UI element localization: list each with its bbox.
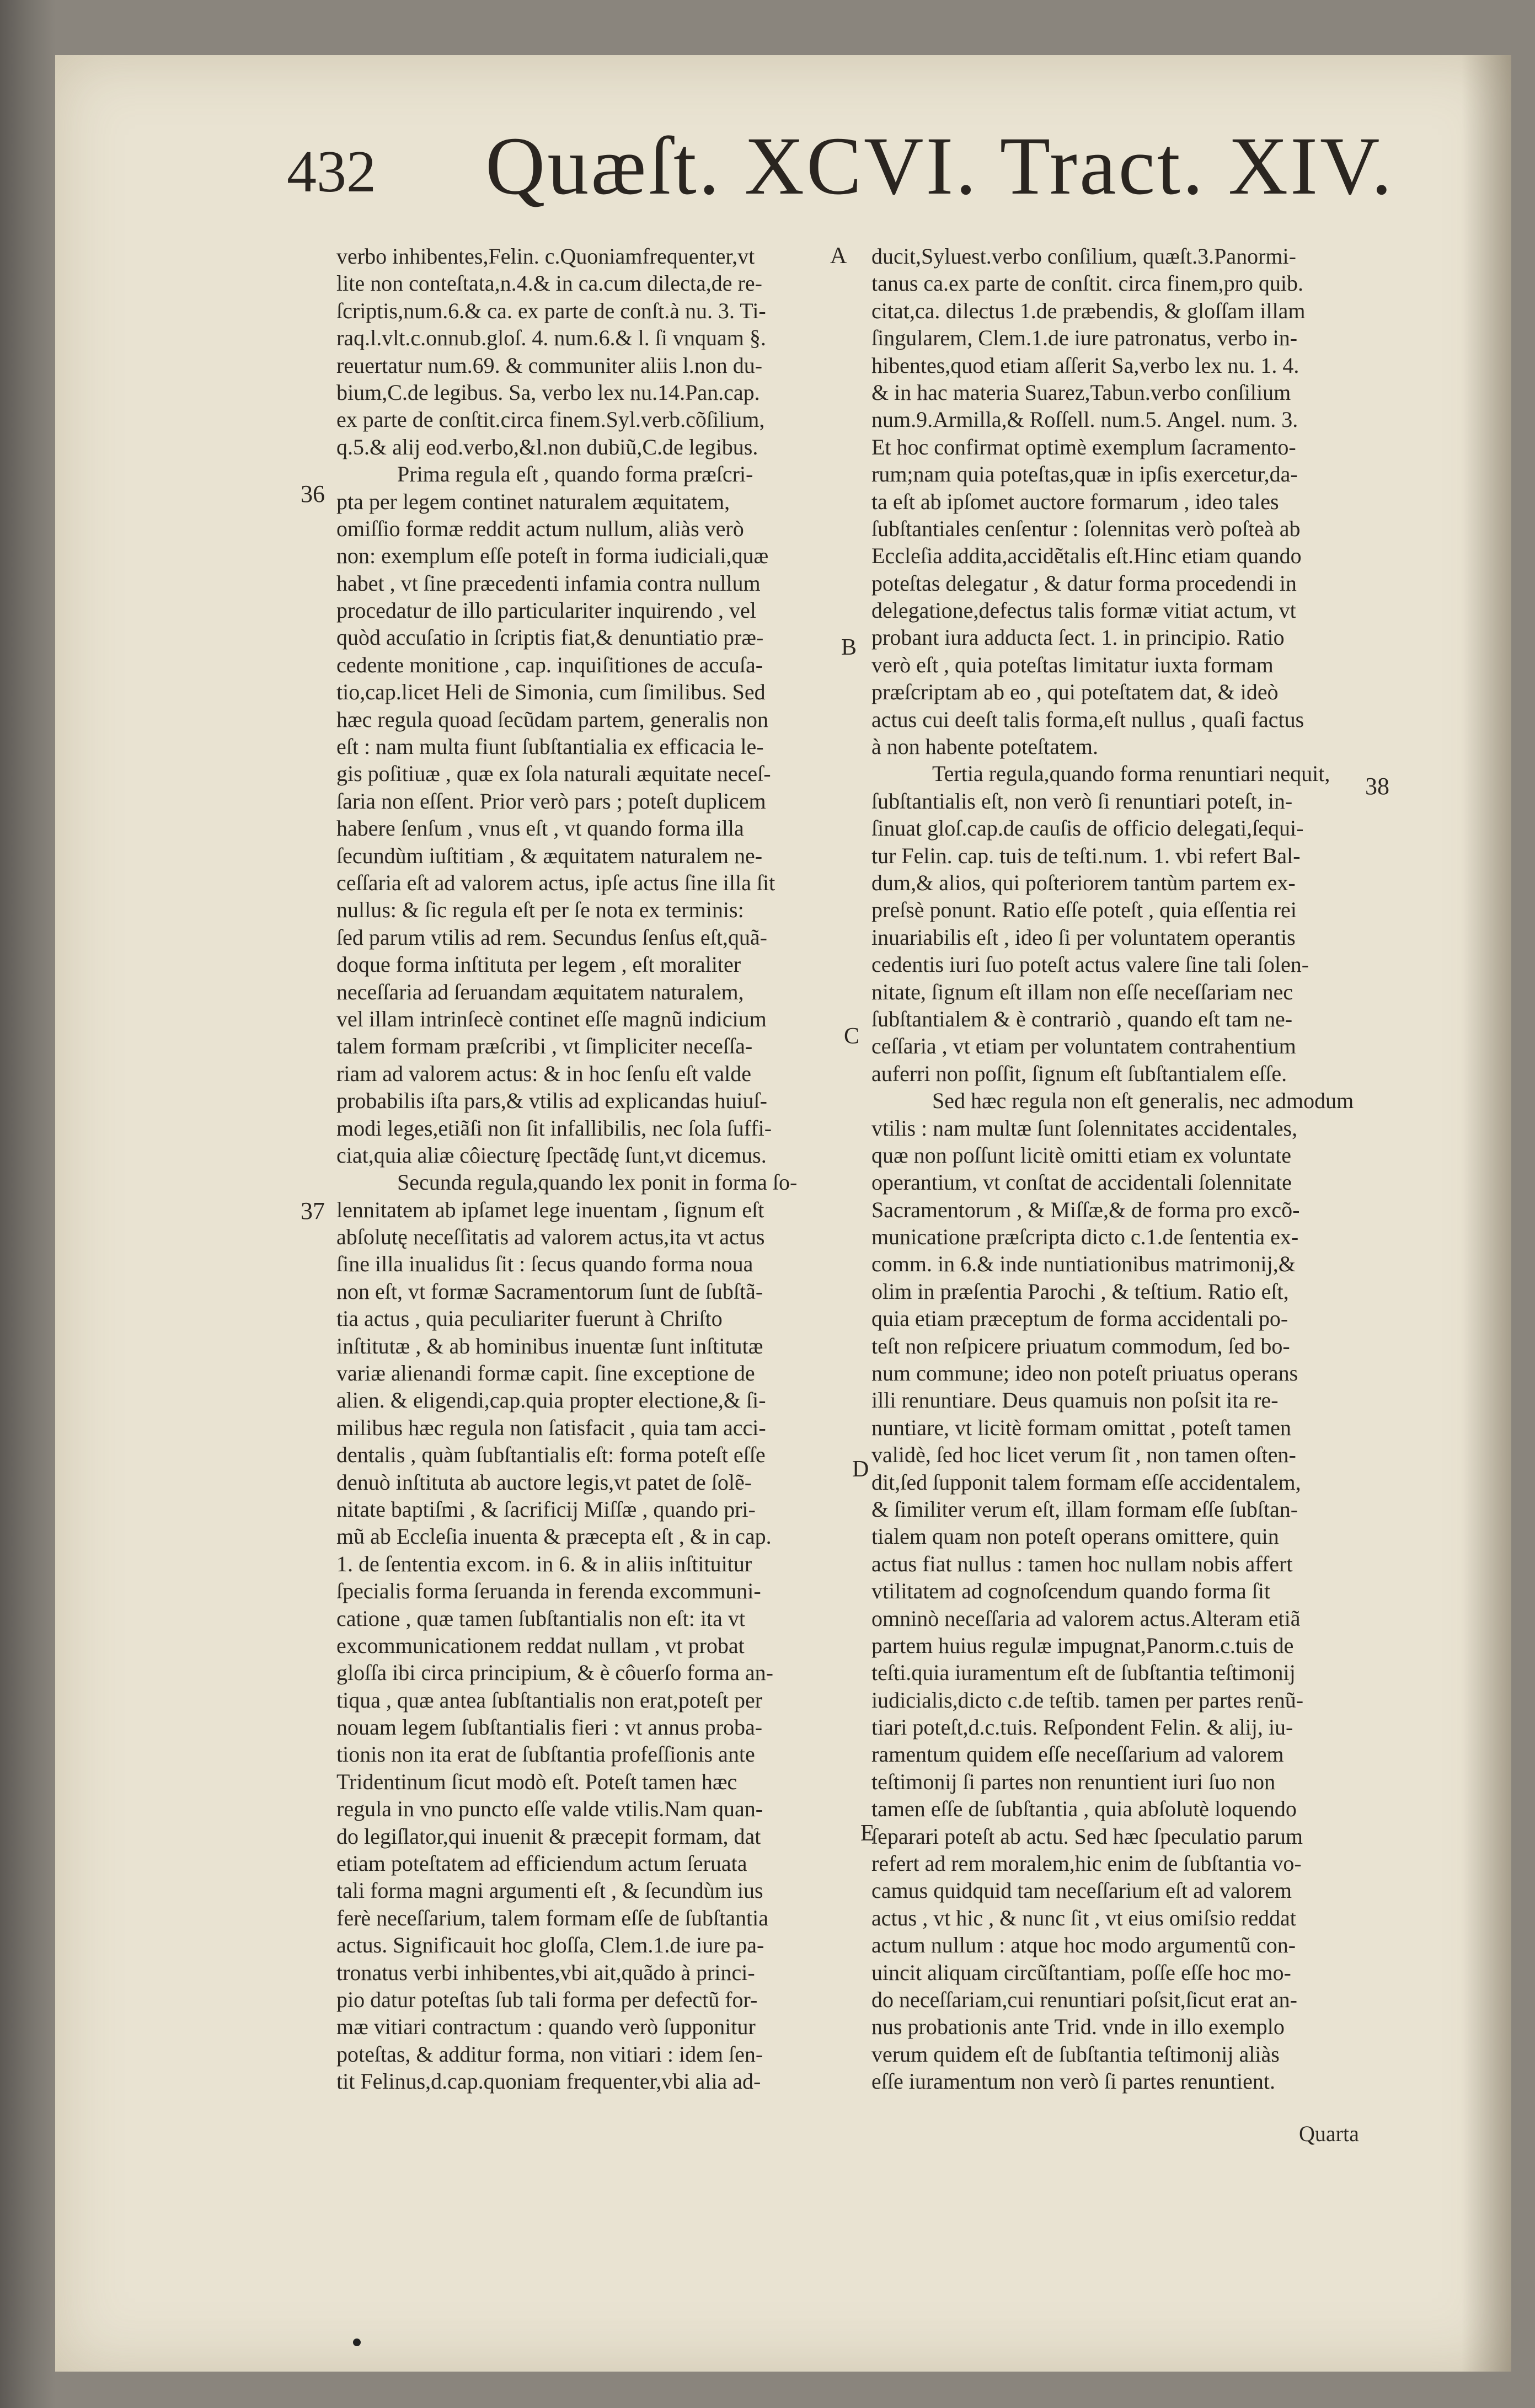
text-line: ciat,quia aliæ côiecturę ſpectãdę ſunt,vt dicemus. — [336, 1142, 767, 1168]
text-line: teſti.quia iuramentum eſt de ſubſtantia teſtimonij — [871, 1660, 1296, 1685]
text-line: ceſſaria , vt etiam per voluntatem contrahentium — [871, 1034, 1296, 1059]
right-column — [871, 243, 1357, 2095]
text-line: etiam poteſtatem ad efficiendum actum ſeruata — [336, 1851, 747, 1876]
text-line: Secunda regula,quando lex ponit in forma ſo- — [397, 1170, 798, 1195]
text-line: dit,ſed ſupponit talem formam eſſe accidentalem, — [871, 1469, 1301, 1495]
text-line: ceſſaria eſt ad valorem actus, ipſe actus ſine illa ſit — [336, 870, 775, 895]
text-line: uincit aliquam circũſtantiam, poſſe eſſe hoc mo- — [871, 1960, 1291, 1985]
text-line: habere ſenſum , vnus eſt , vt quando forma illa — [336, 816, 744, 841]
text-line: nitate, ſignum eſt illam non eſſe neceſſariam nec — [871, 979, 1293, 1004]
text-line: tronatus verbi inhibentes,vbi ait,quãdo à princi- — [336, 1960, 755, 1985]
section-letter-e: E — [860, 1821, 875, 1846]
text-line: operantium, vt conſtat de accidentali ſolennitate — [871, 1170, 1292, 1195]
text-line: Et hoc confirmat optimè exemplum ſacramento- — [871, 434, 1296, 459]
text-line: ſcriptis,num.6.& ca. ex parte de conſt.à nu. 3. Ti- — [336, 298, 766, 323]
text-line: non eſt, vt formæ Sacramentorum ſunt de ſubſtã- — [336, 1278, 763, 1304]
text-line: teſt non reſpicere priuatum commodum, ſed bo- — [871, 1333, 1290, 1358]
text-line: actus fiat nullus : tamen hoc nullam nobis affert — [871, 1551, 1293, 1576]
text-line: Tertia regula,quando forma renuntiari nequit, — [932, 761, 1330, 786]
text-line: lennitatem ab ipſamet lege inuentam , ſignum eſt — [336, 1197, 764, 1222]
text-line: riam ad valorem actus: & in hoc ſenſu eſt valde — [336, 1061, 751, 1086]
text-line: teſtimonij ſi partes non renuntient iuri ſuo non — [871, 1769, 1276, 1794]
text-line: habet , vt ſine præcedenti infamia contra nullum — [336, 570, 761, 596]
text-line: q.5.& alij eod.verbo,&l.non dubiũ,C.de legibus. — [336, 434, 758, 459]
text-line: procedatur de illo particulariter inquirendo , vel — [336, 598, 756, 623]
text-line: tio,cap.licet Heli de Simonia, cum ſimilibus. Sed — [336, 679, 766, 705]
text-line: ſubſtantiales cenſentur : ſolennitas verò poſteà ab — [871, 516, 1301, 541]
text-line: ducit,Syluest.verbo conſilium, quæſt.3.Panormi- — [871, 244, 1296, 269]
text-line: num.9.Armilla,& Roſſell. num.5. Angel. num. 3. — [871, 407, 1298, 432]
text-line: ſed parum vtilis ad rem. Secundus ſenſus eſt,quã- — [336, 924, 767, 950]
text-line: tit Felinus,d.cap.quoniam frequenter,vbi alia ad- — [336, 2069, 761, 2094]
running-head: Quæſt. XCVI. Tract. XIV. — [485, 120, 1394, 212]
text-line: verum quidem eſt de ſubſtantia teſtimonij aliàs — [871, 2041, 1280, 2067]
text-line: dentalis , quàm ſubſtantialis eſt: forma poteſt eſſe — [336, 1442, 766, 1468]
text-line: tialem quam non poteſt operans omittere, quin — [871, 1524, 1279, 1549]
text-line: excommunicationem reddat nullam , vt probat — [336, 1633, 745, 1658]
text-line: ta eſt ab ipſomet auctore formarum , ideo tales — [871, 489, 1279, 514]
text-line: illi renuntiare. Deus quamuis non poſsit ita re- — [871, 1388, 1279, 1413]
text-line: auferri non poſſit, ſignum eſt ſubſtantialem eſſe. — [871, 1061, 1287, 1086]
text-line: ſubſtantialem & è contrariò , quando eſt tam ne- — [871, 1006, 1293, 1031]
text-line: preſsè ponunt. Ratio eſſe poteſt , quia eſſentia rei — [871, 897, 1297, 923]
para-number-37: 37 — [301, 1197, 325, 1224]
text-line: inſtitutæ , & ab hominibus inuentæ ſunt inſtitutæ — [336, 1333, 763, 1358]
text-line: omninò neceſſaria ad valorem actus.Alteram etiã — [871, 1606, 1301, 1631]
text-line: actum nullum : atque hoc modo argumentũ con- — [871, 1933, 1296, 1958]
text-line: regula in vno puncto eſſe valde vtilis.Nam quan- — [336, 1796, 763, 1822]
text-line: ſine illa inualidus ſit : ſecus quando forma noua — [336, 1251, 753, 1277]
text-line: variæ alienandi formæ capit. ſine exceptione de — [336, 1361, 755, 1386]
text-line: nuntiare, vt licitè formam omittat , poteſt tamen — [871, 1415, 1291, 1440]
text-line: denuò inſtituta ab auctore legis,vt patet de ſolẽ- — [336, 1469, 752, 1495]
page-number: 432 — [287, 139, 376, 205]
text-line: tionis non ita erat de ſubſtantia profeſſionis ante — [336, 1742, 755, 1767]
text-line: validè, ſed hoc licet verum ſit , non tamen oſten- — [871, 1442, 1296, 1468]
text-line: omiſſio formæ reddit actum nullum, aliàs verò — [336, 516, 744, 541]
text-line: olim in præſentia Parochi , & teſtium. Ratio eſt, — [871, 1278, 1289, 1304]
section-letter-a: A — [830, 243, 847, 269]
text-line: alien. & eligendi,cap.quia propter electione,& ſi- — [336, 1388, 766, 1413]
para-number-38: 38 — [1365, 773, 1389, 800]
text-line: talem formam præſcribi , vt ſimpliciter neceſſa- — [336, 1034, 753, 1059]
text-line: tia actus , quia peculiariter fuerunt à Chriſto — [336, 1306, 723, 1331]
text-line: ſingularem, Clem.1.de iure patronatus, verbo in- — [871, 325, 1298, 351]
text-line: verò eſt , quia poteſtas limitatur iuxta formam — [871, 652, 1274, 677]
catchword: Quarta — [1299, 2121, 1359, 2146]
text-line: non: exemplum eſſe poteſt in forma iudiciali,quæ — [336, 543, 769, 569]
text-line: ſeparari poteſt ab actu. Sed hæc ſpeculatio parum — [871, 1823, 1303, 1849]
text-line: pta per legem continet naturalem æquitatem, — [336, 489, 730, 514]
text-line: hæc regula quoad ſecũdam partem, generalis non — [336, 707, 769, 732]
section-letter-d: D — [852, 1457, 869, 1482]
text-line: quia etiam præceptum de forma accidentali po- — [871, 1306, 1288, 1331]
ink-dot — [353, 2339, 361, 2346]
text-line: quæ non poſſunt licitè omitti etiam ex voluntate — [871, 1142, 1291, 1168]
text-line: Eccleſia addita,accidẽtalis eſt.Hinc etiam quando — [871, 543, 1302, 569]
text-line: ſubſtantialis eſt, non verò ſi renuntiari poteſt, in- — [871, 788, 1293, 814]
text-line: verbo inhibentes,Felin. c.Quoniamfrequenter,vt — [336, 244, 755, 269]
text-line: Tridentinum ſicut modò eſt. Poteſt tamen hæc — [336, 1769, 737, 1794]
text-line: eſſe iuramentum non verò ſi partes renuntient. — [871, 2069, 1275, 2094]
text-line: bium,C.de legibus. Sa, verbo lex nu.14.Pan.cap. — [336, 379, 760, 405]
text-line: & ſimiliter verum eſt, illam formam eſſe ſubſtan- — [871, 1496, 1298, 1522]
text-line: citat,ca. dilectus 1.de præbendis, & gloſſam illam — [871, 298, 1306, 323]
text-line: quòd accuſatio in ſcriptis fiat,& denuntiatio præ- — [336, 625, 764, 650]
text-line: do neceſſariam,cui renuntiari poſsit,ſicut erat an- — [871, 1987, 1297, 2012]
text-line: actus cui deeſt talis forma,eſt nullus , quaſi factus — [871, 707, 1304, 732]
text-line: dum,& alios, qui poſteriorem tantùm partem ex- — [871, 870, 1296, 895]
text-line: & in hac materia Suarez,Tabun.verbo conſilium — [871, 379, 1291, 405]
text-line: probabilis iſta pars,& vtilis ad explicandas huiuſ- — [336, 1088, 767, 1114]
text-line: comm. in 6.& inde nuntiationibus matrimonij,& — [871, 1251, 1296, 1277]
text-line: gis poſitiuæ , quæ ex ſola naturali æquitate neceſ- — [336, 761, 771, 786]
text-line: tiqua , quæ antea ſubſtantialis non erat,poteſt per — [336, 1687, 763, 1713]
text-line: Sed hæc regula non eſt generalis, nec admodum — [932, 1088, 1354, 1114]
text-line: cedentis iuri ſuo poteſt actus valere ſine tali ſolen- — [871, 952, 1309, 977]
text-line: tiari poteſt,d.c.tuis. Reſpondent Felin. & alij, iu- — [871, 1715, 1293, 1740]
text-line: camus quidquid tam neceſſarium eſt ad valorem — [871, 1878, 1292, 1903]
text-line: catione , quæ tamen ſubſtantialis non eſt: ita vt — [336, 1606, 745, 1631]
text-line: ſecundùm iuſtitiam , & æquitatem naturalem ne- — [336, 843, 763, 868]
text-line: milibus hæc regula non ſatisfacit , quia tam acci- — [336, 1415, 766, 1440]
text-line: actus , vt hic , & nunc ſit , vt eius omiſsio reddat — [871, 1905, 1296, 1930]
text-line: nullus: & ſic regula eſt per ſe nota ex terminis: — [336, 897, 744, 923]
text-line: partem huius regulæ impugnat,Panorm.c.tuis de — [871, 1633, 1294, 1658]
text-line: refert ad rem moralem,hic enim de ſubſtantia vo- — [871, 1851, 1302, 1876]
text-line: ferè neceſſarium, talem formam eſſe de ſubſtantia — [336, 1905, 768, 1930]
text-line: abſolutę neceſſitatis ad valorem actus,ita vt actus — [336, 1224, 765, 1250]
text-line: num commune; ideo non poteſt priuatus operans — [871, 1361, 1298, 1386]
section-letter-b: B — [841, 635, 857, 660]
text-line: tanus ca.ex parte de conſtit. circa finem,pro quib. — [871, 271, 1304, 296]
text-line: doque forma inſtituta per legem , eſt moraliter — [336, 952, 741, 977]
text-line: rum;nam quia poteſtas,quæ in ipſis exercetur,da- — [871, 462, 1298, 487]
text-line: probant iura adducta ſect. 1. in principio. Ratio — [871, 625, 1285, 650]
text-line: tur Felin. cap. tuis de teſti.num. 1. vbi refert Bal- — [871, 843, 1301, 868]
text-line: ſaria non eſſent. Prior verò pars ; poteſt duplicem — [336, 788, 766, 814]
text-line: pio datur poteſtas ſub tali forma per defectũ for- — [336, 1987, 758, 2012]
text-line: tamen eſſe de ſubſtantia , quia abſolutè loquendo — [871, 1796, 1297, 1822]
text-line: eſt : nam multa fiunt ſubſtantialia ex efficacia le- — [336, 734, 764, 759]
text-line: poteſtas delegatur , & datur forma procedendi in — [871, 570, 1297, 596]
text-line: municatione præſcripta dicto c.1.de ſententia ex- — [871, 1224, 1299, 1250]
text-line: iudicialis,dicto c.de teſtib. tamen per partes renũ- — [871, 1687, 1304, 1713]
text-line: actus. Significauit hoc gloſſa, Clem.1.de iure pa- — [336, 1933, 764, 1958]
text-line: ſpecialis forma ſeruanda in ferenda excommuni- — [336, 1578, 761, 1604]
text-line: mũ ab Eccleſia inuenta & præcepta eſt , & in cap. — [336, 1524, 772, 1549]
text-line: nitate baptiſmi , & ſacrificij Miſſæ , quando pri- — [336, 1496, 756, 1522]
text-line: ſinuat gloſ.cap.de cauſis de officio delegati,ſequi- — [871, 816, 1304, 841]
text-line: ex parte de conſtit.circa finem.Syl.verb.cõſilium, — [336, 407, 765, 432]
text-line: mæ vitiari contractum : quando verò ſupponitur — [336, 2014, 756, 2040]
text-line: inuariabilis eſt , ideo ſi per voluntatem operantis — [871, 924, 1296, 950]
text-line: vtilis : nam multæ ſunt ſolennitates accidentales, — [871, 1115, 1298, 1141]
text-line: nus probationis ante Trid. vnde in illo exemplo — [871, 2014, 1285, 2040]
text-line: cedente monitione , cap. inquiſitiones de accuſa- — [336, 652, 763, 677]
section-letter-c: C — [844, 1024, 860, 1049]
text-line: tali forma magni argumenti eſt , & ſecundùm ius — [336, 1878, 763, 1903]
text-line: Sacramentorum , & Miſſæ,& de forma pro excõ- — [871, 1197, 1300, 1222]
text-line: hibentes,quod etiam aſſerit Sa,verbo lex nu. 1. 4. — [871, 352, 1299, 378]
text-line: gloſſa ibi circa principium, & è côuerſo forma an- — [336, 1660, 773, 1685]
text-line: à non habente poteſtatem. — [871, 734, 1098, 759]
text-line: modi leges,etiãſi non ſit infallibilis, nec ſola ſuffi- — [336, 1115, 772, 1141]
text-line: lite non conteſtata,n.4.& in ca.cum dilecta,de re- — [336, 271, 762, 296]
text-line: vel illam intrinſecè continet eſſe magnũ indicium — [336, 1006, 767, 1031]
text-line: delegatione,defectus talis formæ vitiat actum, vt — [871, 598, 1296, 623]
text-line: neceſſaria ad ſeruandam æquitatem naturalem, — [336, 979, 744, 1004]
para-number-36: 36 — [301, 480, 325, 507]
text-line: vtilitatem ad cognoſcendum quando forma ſit — [871, 1578, 1271, 1604]
text-line: 1. de ſententia excom. in 6. & in aliis inſtituitur — [336, 1551, 752, 1576]
text-line: reuertatur num.69. & communiter aliis l.non du- — [336, 352, 763, 378]
text-line: Prima regula eſt , quando forma præſcri- — [397, 462, 753, 487]
text-line: raq.l.vlt.c.onnub.gloſ. 4. num.6.& l. ſi vnquam §. — [336, 325, 766, 351]
text-line: nouam legem ſubſtantialis fieri : vt annus proba- — [336, 1715, 763, 1740]
text-line: poteſtas, & additur forma, non vitiari : idem ſen- — [336, 2041, 763, 2067]
text-line: ramentum quidem eſſe neceſſarium ad valorem — [871, 1742, 1284, 1767]
text-line: præſcriptam ab eo , qui poteſtatem dat, & ideò — [871, 679, 1279, 705]
left-column — [336, 243, 822, 2095]
text-line: do legiſlator,qui inuenit & præcepit formam, dat — [336, 1823, 761, 1849]
gutter-shadow — [1462, 55, 1511, 2372]
